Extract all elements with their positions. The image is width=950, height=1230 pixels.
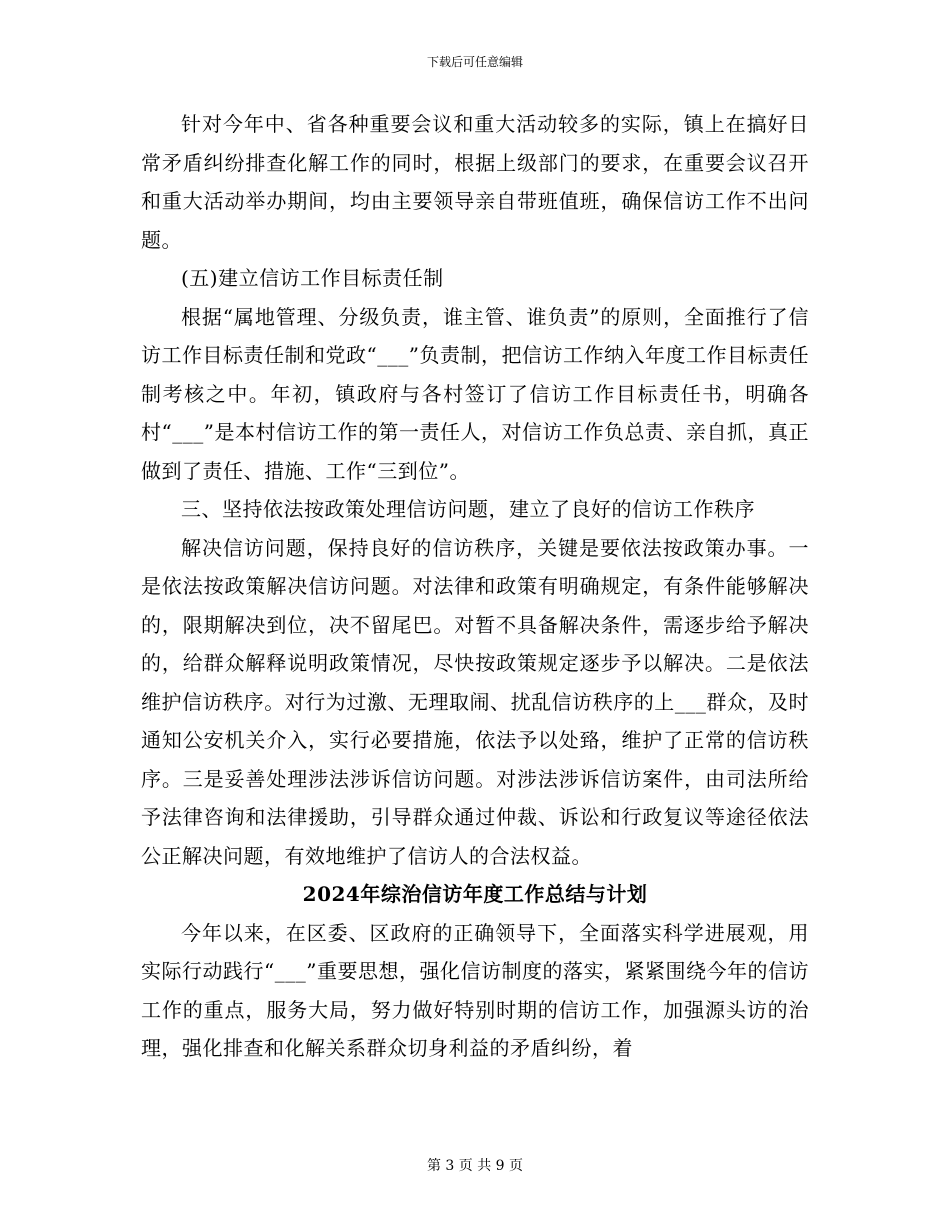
- paragraph-legal-handling: 解决信访问题，保持良好的信访秩序，关键是要依法按政策办事。一是依法按政策解决信访问题。对法律和政策有明确规定，有条件能够解决的，限期解决到位，决不留尾巴。对暂不具备解决条件，需逐步给予解决的，给群众解释说明政策情况，尽快按政策规定逐步予以解决。二是依法维护信访秩序。对行为过激、无理取闹、扰乱信访秩序的上___群众，及时通知公安机关介入，实行必要措施，依法予以处臵，维护了正常的信访秩序。三是妥善处理涉法涉诉信访问题。对涉法涉诉信访案件，由司法所给予法律咨询和法律援助，引导群众通过仲裁、诉讼和行政复议等途径依法公正解决问题，有效地维护了信访人的合法权益。: [141, 535, 809, 868]
- paragraph-responsibility-system: 根据“属地管理、分级负责，谁主管、谁负责”的原则，全面推行了信访工作目标责任制和党政“___”负责制，把信访工作纳入年度工作目标责任制考核之中。年初，镇政府与各村签订了信访工作目标责任书，明确各村“___”是本村信访工作的第一责任人，对信访工作负总责、亲自抓，真正做到了责任、措施、工作“三到位”。: [141, 304, 809, 483]
- document-body: [141, 105, 809, 1068]
- section-heading-legal-handling: 三、坚持依法按政策处理信访问题，建立了良好的信访工作秩序: [181, 497, 755, 521]
- page-header-note: 下载后可任意编辑: [426, 55, 523, 69]
- paragraph-intro: 今年以来，在区委、区政府的正确领导下，全面落实科学进展观，用实际行动践行“___”重要思想，强化信访制度的落实，紧紧围绕今年的信访工作的重点，服务大局，努力做好特别时期的信访工作，加强源头访的治理，强化排查和化解关系群众切身利益的矛盾纠纷，着: [141, 920, 809, 1060]
- page-number: 第 3 页 共 9 页: [426, 1158, 524, 1174]
- document-title: 2024年综治信访年度工作总结与计划: [302, 882, 648, 906]
- section-heading-responsibility: (五)建立信访工作目标责任制: [181, 266, 444, 290]
- paragraph-duty-schedule: 针对今年中、省各种重要会议和重大活动较多的实际，镇上在搞好日常矛盾纠纷排查化解工作的同时，根据上级部门的要求，在重要会议召开和重大活动举办期间，均由主要领导亲自带班值班，确保信访工作不出问题。: [141, 112, 809, 252]
